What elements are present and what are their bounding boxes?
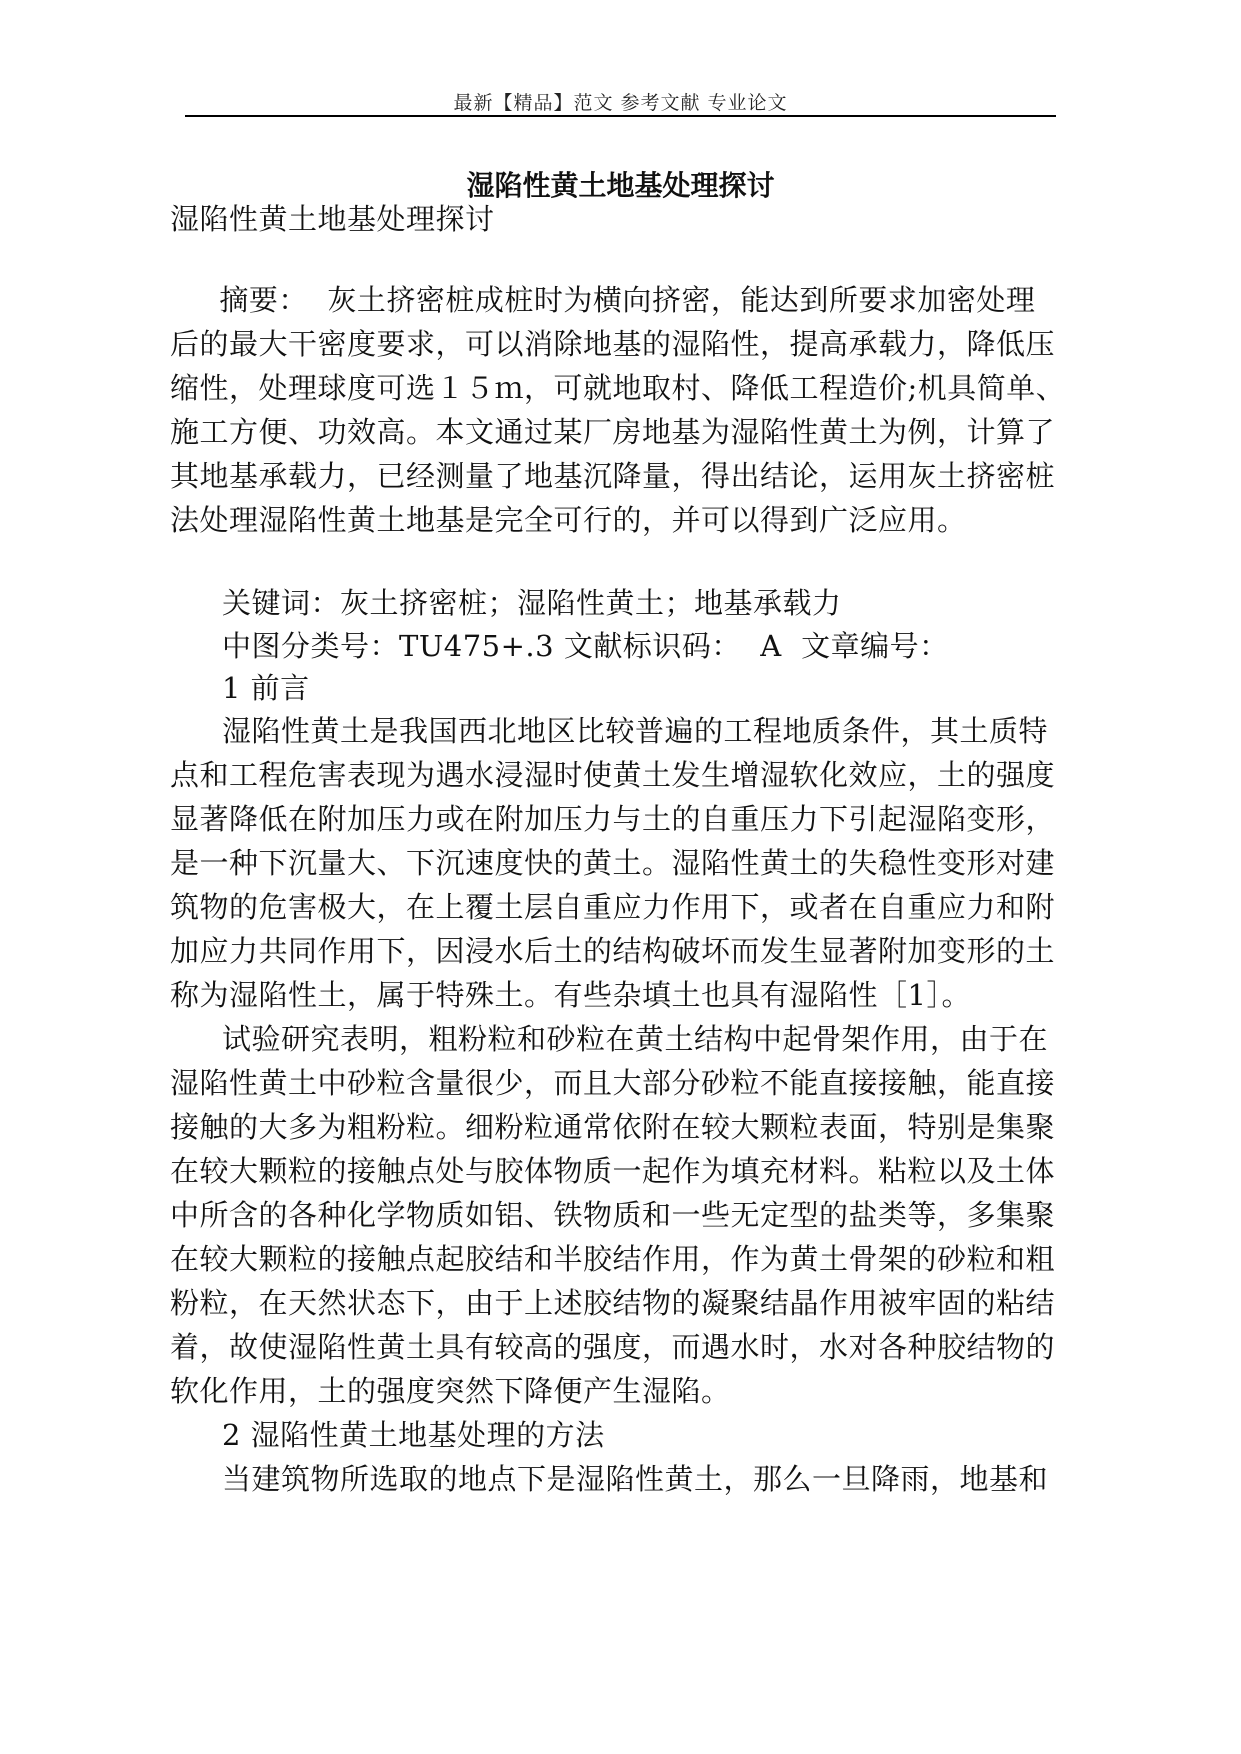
paragraph-line: 在较大颗粒的接触点起胶结和半胶结作用，作为黄土骨架的砂粒和粗 [170, 1242, 1056, 1276]
paragraph-line: 当建筑物所选取的地点下是湿陷性黄土，那么一旦降雨，地基和 [222, 1462, 1049, 1496]
paragraph-line: 在较大颗粒的接触点处与胶体物质一起作为填充材料。粘粒以及土体 [170, 1154, 1056, 1188]
paragraph-line: 点和工程危害表现为遇水浸湿时使黄土发生增湿软化效应，土的强度 [170, 758, 1056, 792]
paragraph-line: 着，故使湿陷性黄土具有较高的强度，而遇水时，水对各种胶结物的 [170, 1330, 1056, 1364]
paragraph-line: 湿陷性黄土是我国西北地区比较普遍的工程地质条件，其土质特 [222, 714, 1049, 748]
paragraph-line: 加应力共同作用下，因浸水后土的结构破坏而发生显著附加变形的土 [170, 934, 1056, 968]
abstract-line: 法处理湿陷性黄土地基是完全可行的，并可以得到广泛应用。 [170, 503, 967, 537]
keywords: 关键词：灰土挤密桩；湿陷性黄土；地基承载力 [222, 586, 842, 620]
abstract-line: 其地基承载力，已经测量了地基沉降量，得出结论，运用灰土挤密桩 [170, 459, 1056, 493]
abstract-line: 缩性，处理球度可选１５ｍ，可就地取村、降低工程造价;机具简单、 [170, 371, 1066, 405]
paragraph-line: 称为湿陷性土，属于特殊土。有些杂填土也具有湿陷性［1］。 [170, 978, 971, 1012]
paragraph-line: 中所含的各种化学物质如铝、铁物质和一些无定型的盐类等，多集聚 [170, 1198, 1056, 1232]
section-heading: 1 前言 [222, 671, 310, 705]
paragraph-line: 接触的大多为粗粉粒。细粉粒通常依附在较大颗粒表面，特别是集聚 [170, 1110, 1056, 1144]
section-heading: 2 湿陷性黄土地基处理的方法 [222, 1418, 605, 1452]
document-title: 湿陷性黄土地基处理探讨 [466, 169, 775, 202]
paragraph-line: 筑物的危害极大，在上覆土层自重应力作用下，或者在自重应力和附 [170, 890, 1056, 924]
paragraph-line: 湿陷性黄土中砂粒含量很少，而且大部分砂粒不能直接接触，能直接 [170, 1066, 1056, 1100]
paragraph-line: 粉粒，在天然状态下，由于上述胶结物的凝聚结晶作用被牢固的粘结 [170, 1286, 1056, 1320]
document-subtitle: 湿陷性黄土地基处理探讨 [170, 202, 495, 236]
paragraph-line: 软化作用，土的强度突然下降便产生湿陷。 [170, 1374, 731, 1408]
running-header: 最新【精品】范文 参考文献 专业论文 [453, 92, 788, 114]
paragraph-line: 显著降低在附加压力或在附加压力与土的自重压力下引起湿陷变形， [170, 802, 1056, 836]
abstract-line: 施工方便、功效高。本文通过某厂房地基为湿陷性黄土为例，计算了 [170, 415, 1056, 449]
classification-line: 中图分类号：TU475+.3 文献标识码： A 文章编号： [222, 629, 949, 663]
paragraph-line: 试验研究表明，粗粉粒和砂粒在黄土结构中起骨架作用，由于在 [222, 1022, 1049, 1056]
abstract-line: 后的最大干密度要求，可以消除地基的湿陷性，提高承载力，降低压 [170, 327, 1056, 361]
paragraph-line: 是一种下沉量大、下沉速度快的黄土。湿陷性黄土的失稳性变形对建 [170, 846, 1056, 880]
header-divider [185, 115, 1056, 117]
abstract-line: 摘要： 灰土挤密桩成桩时为横向挤密，能达到所要求加密处理 [200, 283, 1036, 317]
